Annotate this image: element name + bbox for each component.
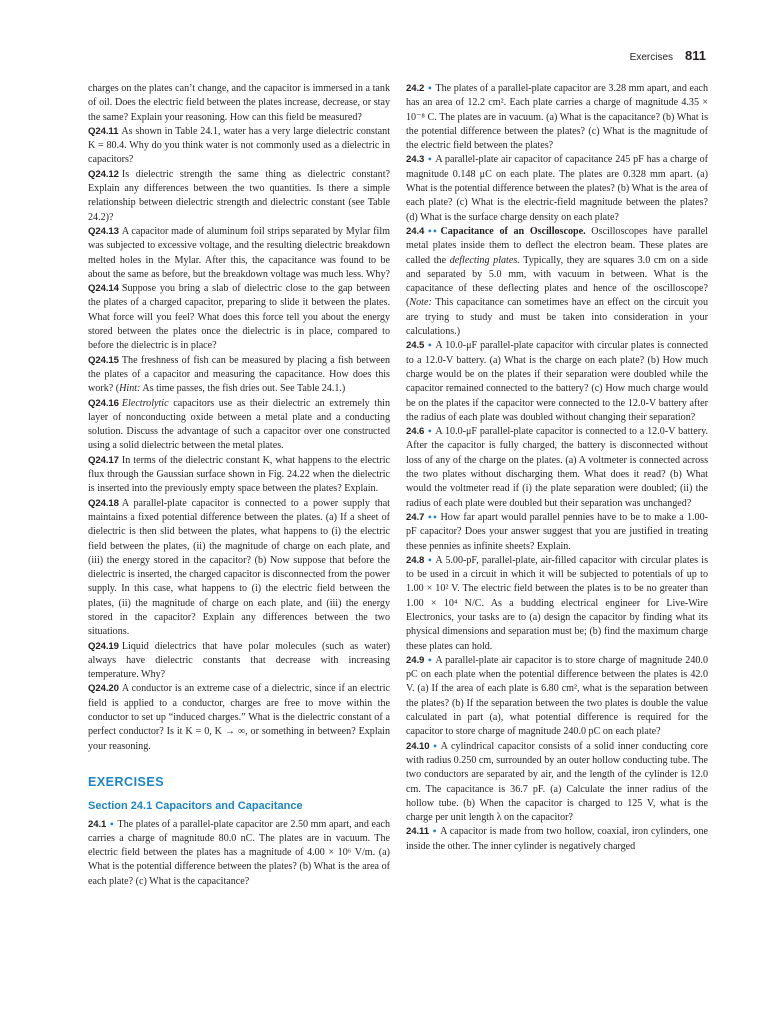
item-text: A 5.00-pF, parallel-plate, air-filled capacitor with circular plates is to be used in a circuit in which it will be subjected to potentials of up to 1.00 × 10² V. The electric field between the plates is to be no greater than 1.00 × 10⁴ N/C. As a budding electrical engineer for Live-Wire Electronics, your tasks are to (a) design the capacitor by finding what its physical dimensions and separation must be; (b) find the maximum charge these plates can hold. — [406, 554, 708, 652]
italic-text: Hint: — [119, 383, 141, 395]
page-number: 811 — [685, 48, 706, 63]
item-text: A capacitor made of aluminum foil strips separated by Mylar film was subjected to excessive voltage, and the resulting dielectric breakdown melted holes in the Mylar. After this, the capacitance was found to be about the same as before, but the breakdown voltage was much less. Why? — [88, 225, 390, 280]
exercise-item — [406, 82, 708, 153]
item-text: Is dielectric strength the same thing as dielectric constant? Explain any differences between the two quantities. Is there a simple relationship between dielectric strength and dielectric constant (see Table 24.2)? — [88, 168, 390, 223]
item-number: Q24.16 — [88, 397, 119, 409]
difficulty-dots: •• — [427, 226, 438, 236]
exercise-item — [406, 153, 708, 224]
item-text: A capacitor is made from two hollow, coaxial, iron cylinders, one inside the other. The inner cylinder is negatively charged — [406, 826, 708, 852]
item-number: 24.8 — [406, 554, 425, 566]
difficulty-dots: • — [109, 819, 115, 829]
item-text: capacitors use as their dielectric an extremely thin layer of nonconducting oxide between a metal plate and a conducting solution. Discuss the advantage of such a capacitor over one constructed using a solid dielectric between the metal plates. — [88, 397, 390, 452]
discussion-question — [88, 497, 390, 640]
exercises-list-right — [406, 82, 708, 854]
discussion-question — [88, 454, 390, 497]
item-text: The freshness of fish can be measured by placing a fish between the plates of a capacitor and measuring the capacitance. How does this work? ( — [88, 354, 390, 395]
item-number: 24.6 — [406, 426, 425, 438]
item-text: Typically, they are squares 3.0 cm on a side and separated by 5.0 mm, with vacuum in between. What is the capacitance of these deflecting plates and hence of the oscilloscope? ( — [406, 254, 708, 309]
item-number: 24.2 — [406, 83, 425, 94]
exercise-item — [406, 225, 708, 339]
item-number: Q24.11 — [88, 125, 119, 137]
discussion-question — [88, 682, 390, 753]
discussion-question — [88, 354, 390, 397]
difficulty-dots: • — [427, 341, 433, 351]
item-text: A cylindrical capacitor consists of a solid inner conducting core with radius 0.250 cm, surrounded by an outer hollow conducting tube. The two conductors are separated by air, and the length of the cylinder is 12.0 cm. The capacitance is 36.7 pF. (a) Calculate the inner radius of the hollow tube. (b) When the capacitor is charged to 125 V, what is the charge per unit length λ on the capacitor? — [406, 740, 709, 824]
item-text: This capacitance can sometimes have an effect on the circuit you are trying to study and must be taken into consideration in your calculations.) — [406, 297, 708, 338]
item-number: Q24.13 — [88, 225, 119, 237]
item-number: Q24.15 — [88, 354, 119, 366]
exercise-item — [406, 425, 708, 511]
discussion-question — [88, 282, 390, 353]
item-number: 24.9 — [406, 654, 425, 666]
item-text: Suppose you bring a slab of dielectric close to the gap between the plates of a charged capacitor, preparing to slide it between the plates. What force will you feel? What does this force tell you about the energy stored between the plates once the dielectric is in place, compared to before the dielectric is in place? — [88, 283, 390, 352]
item-text: As time passes, the fish dries out. See Table 24.1.) — [140, 383, 346, 395]
item-text: A parallel-plate capacitor is connected to a power supply that maintains a fixed potential difference between the plates. (a) If a sheet of dielectric is then slid between the plates, what happens to (i) the electric field between the plates, (ii) the magnitude of charge on each plate, and (iii) the energy stored in the capacitor? (b) Now suppose that before the dielectric is inserted, the charged capacitor is disconnected from the power supply. In this case, what happens to (i) the electric field between the plates, (ii) the magnitude of charge on each plate, and (iii) the energy stored in the capacitor? Explain any differences between the two situations. — [88, 497, 390, 638]
difficulty-dots: • — [427, 84, 433, 93]
difficulty-dots: • — [427, 555, 433, 565]
item-text: A parallel-plate air capacitor of capacitance 245 pF has a charge of magnitude 0.148 μC on each plate. The plates are 0.328 mm apart. (a) What is the potential difference between the plates? (b) What is the area of each plate? (c) What is the electric-field magnitude between the plates? (d) What is the surface charge density on each plate? — [406, 154, 708, 223]
item-text: How far apart would parallel pennies have to be to make a 1.00-pF capacitor? Does your answer suggest that you are justified in treating these pennies as infinite sheets? Explain. — [406, 511, 708, 552]
problem-title: Capacitance of an Oscilloscope. — [440, 225, 586, 237]
page-header — [630, 48, 706, 64]
exercise-item — [406, 740, 708, 826]
left-column — [88, 82, 390, 889]
item-text: In terms of the dielectric constant K, what happens to the electric flux through the Gaussian surface shown in Fig. 24.22 when the dielectric is inserted into the previously empty space between the plates? Explain. — [88, 454, 390, 495]
exercise-item — [406, 511, 708, 554]
item-text: The plates of a parallel-plate capacitor are 3.28 mm apart, and each has an area of 12.2 cm². Each plate carries a charge of magnitude 4.35 × 10⁻⁸ C. The plates are in vacuum. (a) What is the capacitance? (b) What is the potential difference between the plates? (c) What is the magnitude of the electric field between the plates? — [406, 83, 708, 152]
item-number: 24.4 — [406, 225, 425, 237]
exercise-item — [406, 825, 708, 854]
item-number: 24.5 — [406, 340, 425, 352]
discussion-question — [88, 125, 390, 168]
exercise-item — [406, 339, 708, 425]
difficulty-dots: • — [431, 827, 438, 837]
item-text: Oscilloscopes have parallel metal plates inside them to deflect the electron beam. These plates are called the — [406, 225, 708, 266]
item-number: Q24.17 — [88, 454, 119, 466]
item-text: A parallel-plate air capacitor is to store charge of magnitude 240.0 pC on each plate when the potential difference between the plates is 42.0 V. (a) If the area of each plate is 6.80 cm², what is the separation between the plates? (b) If the separation between the two plates is double the value calculated in part (a), what potential difference is required for the capacitor to store charge of magnitude 240.0 pC on each plate? — [406, 654, 708, 738]
difficulty-dots: • — [427, 427, 433, 437]
right-column — [406, 82, 708, 854]
item-number: 24.10 — [406, 740, 430, 752]
item-number: Q24.19 — [88, 640, 119, 652]
discussion-questions-list — [88, 125, 390, 754]
discussion-question — [88, 168, 390, 225]
item-number: 24.7 — [406, 511, 425, 523]
italic-text: Note: — [409, 297, 432, 309]
item-number: Q24.14 — [88, 283, 119, 295]
section-heading: Section 24.1 Capacitors and Capacitance — [88, 800, 303, 813]
item-number: 24.11 — [406, 826, 429, 838]
difficulty-dots: • — [427, 155, 433, 165]
exercise-item — [406, 554, 708, 654]
item-text: As shown in Table 24.1, water has a very large dielectric constant K = 80.4. Why do you think water is not commonly used as a dielectric in capacitors? — [88, 125, 390, 166]
difficulty-dots: • — [432, 741, 438, 751]
difficulty-dots: • — [427, 655, 433, 665]
exercises-list-left — [88, 818, 390, 889]
item-text: Liquid dielectrics that have polar molecules (such as water) always have dielectric constants that decrease with increasing temperature. Why? — [88, 640, 390, 681]
item-text: A 10.0-μF parallel-plate capacitor is connected to a 12.0-V battery. After the capacitor is fully charged, the battery is disconnected without loss of any of the charge on the plates. (a) A voltmeter is connected across the two plates without discharging them. What does it read? (b) What would the voltmeter read if (i) the plate separation were doubled; (ii) the radius of each plate were doubled but their separation was unchanged? — [406, 426, 708, 509]
continued-question-text: charges on the plates can’t change, and the capacitor is immersed in a tank of oil. Does the electric field between the plates increase, decrease, or stay the same? Explain your reasoning. How can this field be measured? — [88, 83, 390, 123]
item-text: A conductor is an extreme case of a dielectric, since if an electric field is applied to a conductor, charges are free to move within the conductor to set up “induced charges.” What is the dielectric constant of a perfect conductor? Is it K = 0, K → ∞, or something in between? Explain your reasoning. — [88, 683, 390, 752]
running-header-section: Exercises — [629, 52, 674, 63]
italic-text: Electrolytic — [121, 397, 169, 409]
item-text: The plates of a parallel-plate capacitor are 2.50 mm apart, and each carries a charge of magnitude 80.0 nC. The plates are in vacuum. The electric field between the plates has a magnitude of 4.00 × 10⁶ V/m. (a) What is the potential difference between the plates? (b) What is the area of each plate? (c) What is the capacitance? — [88, 818, 390, 887]
discussion-question — [88, 397, 390, 454]
difficulty-dots: •• — [427, 512, 438, 522]
item-number: Q24.20 — [88, 683, 119, 695]
item-number: 24.3 — [406, 154, 425, 166]
item-number: 24.1 — [88, 818, 107, 830]
item-number: Q24.12 — [88, 168, 119, 180]
discussion-question — [88, 640, 390, 683]
item-text: A 10.0-μF parallel-plate capacitor with circular plates is connected to a 12.0-V battery. (a) What is the charge on each plate? (b) How much charge would be on the plates if their separation were doubled while the capacitor remained connected to the battery? (c) How much charge would be on the plates if the capacitor were connected to the 12.0-V battery after the radius of each plate was doubled without changing their separation? — [406, 340, 708, 423]
item-number: Q24.18 — [88, 497, 119, 509]
exercises-heading: EXERCISES — [88, 774, 165, 789]
discussion-question — [88, 225, 390, 282]
exercise-item — [406, 654, 708, 740]
exercise-item — [88, 818, 390, 889]
italic-text: deflecting plates. — [449, 254, 520, 266]
